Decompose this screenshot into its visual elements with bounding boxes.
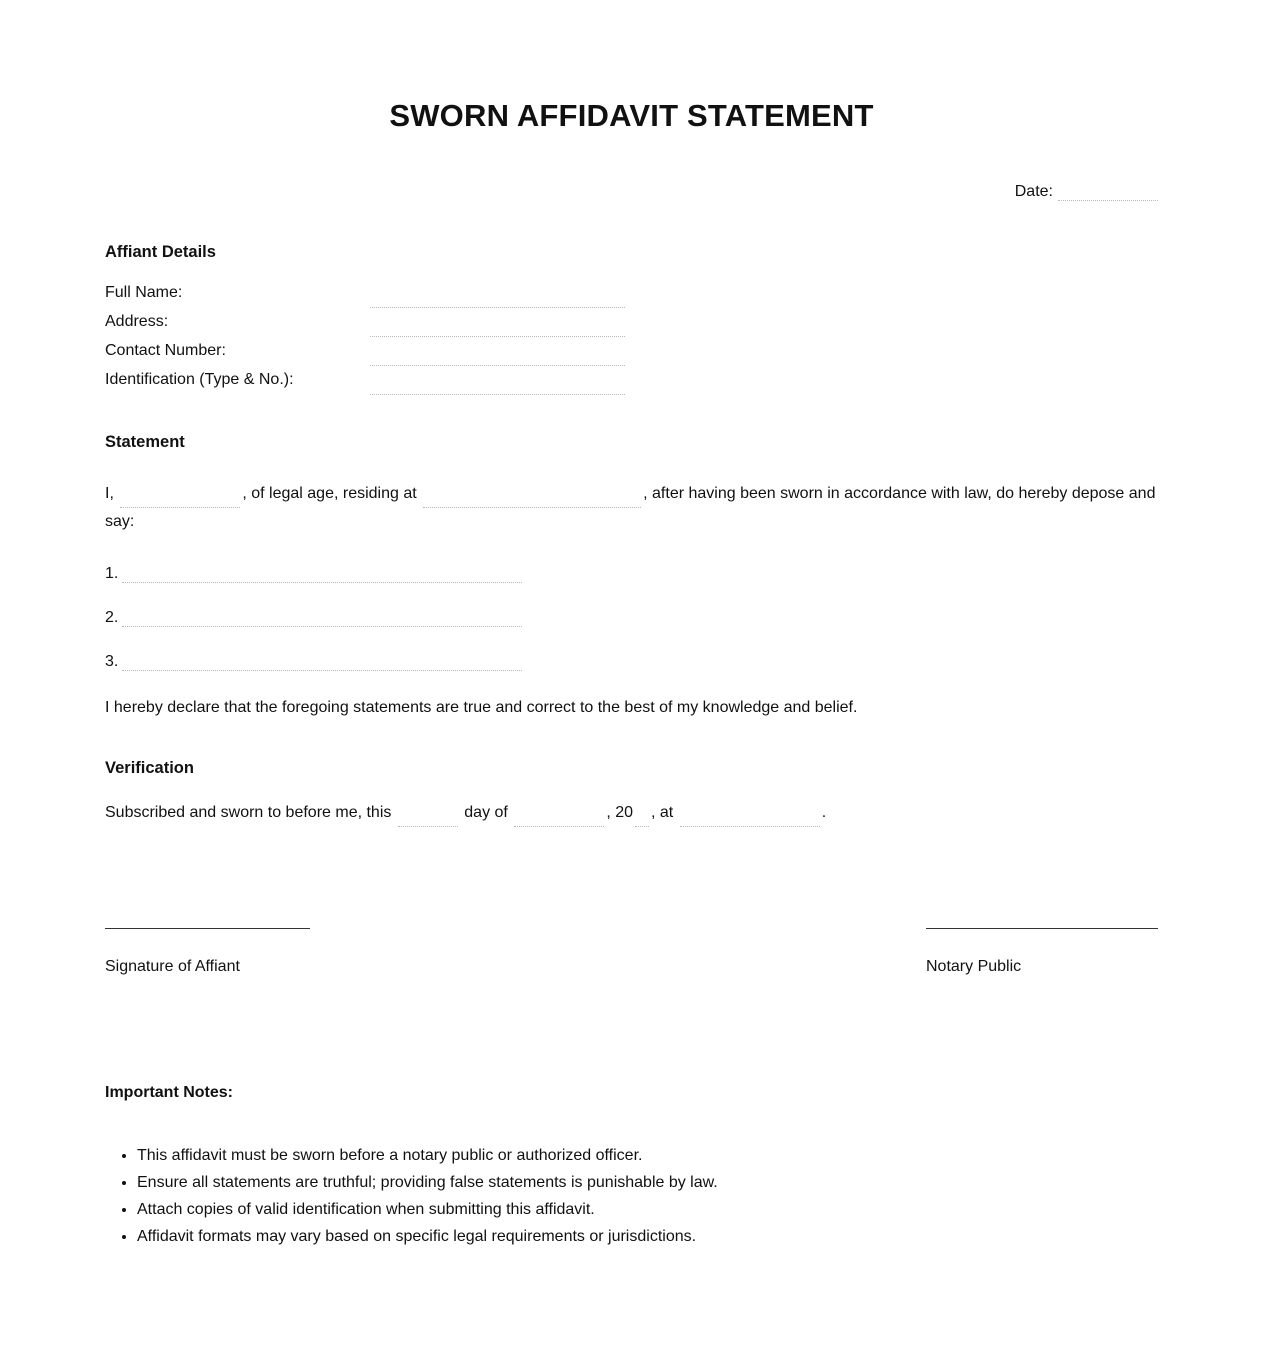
verification-month-field[interactable]: [514, 806, 604, 827]
statement-item-number: 2.: [105, 609, 119, 626]
affiant-name-field[interactable]: [120, 487, 240, 508]
affidavit-page: [105, 0, 1158, 1348]
list-item: • Affidavit formats may vary based on specific legal requirements or jurisdictions.: [137, 1223, 718, 1250]
address-label: Address:: [105, 313, 169, 330]
list-item: • Ensure all statements are truthful; providing false statements is punishable by law.: [137, 1169, 718, 1196]
statement-item: [105, 648, 522, 671]
statement-heading: Statement: [105, 433, 185, 451]
date-label: Date:: [1014, 183, 1053, 200]
date-field[interactable]: [1058, 178, 1158, 201]
identification-field[interactable]: [370, 371, 625, 395]
full-name-field[interactable]: [370, 284, 625, 308]
address-field[interactable]: [370, 313, 625, 337]
residence-field[interactable]: [423, 487, 641, 508]
declaration-text: I hereby declare that the foregoing statements are true and correct to the best of my knowledge and belief.: [105, 699, 858, 716]
affiant-details-heading: Affiant Details: [105, 243, 216, 261]
identification-row: [105, 371, 705, 400]
address-row: [105, 313, 705, 342]
statement-intro-text-3: , after having been sworn in accordance with law, do hereby depose and say:: [105, 485, 1156, 530]
statement-item-2-field[interactable]: [122, 604, 522, 627]
important-notes-list: [105, 1142, 718, 1250]
statement-item-number: 3.: [105, 653, 119, 670]
statement-intro-text-2: , of legal age, residing at: [242, 485, 417, 502]
verification-place-field[interactable]: [680, 806, 820, 827]
verification-year-field[interactable]: [635, 806, 649, 827]
statement-item-1-field[interactable]: [122, 560, 522, 583]
verification-text-4: , at: [651, 804, 674, 821]
affiant-details: [105, 284, 705, 400]
statement-item-number: 1.: [105, 565, 119, 582]
verification-heading: Verification: [105, 759, 194, 777]
statement-intro-text-1: I,: [105, 485, 114, 502]
statement-item: [105, 604, 522, 627]
statement-item-3-field[interactable]: [122, 648, 522, 671]
verification-day-field[interactable]: [398, 806, 458, 827]
verification-text-3: , 20: [606, 804, 634, 821]
statement-intro: [105, 480, 1158, 536]
statement-item: [105, 560, 522, 583]
list-item: • Attach copies of valid identification when submitting this affidavit.: [137, 1196, 718, 1223]
verification-text: [105, 799, 1158, 827]
contact-number-field[interactable]: [370, 342, 625, 366]
affiant-signature-label: Signature of Affiant: [105, 958, 240, 975]
page-title: SWORN AFFIDAVIT STATEMENT: [389, 98, 874, 133]
notary-signature-block: [926, 928, 1158, 976]
list-item: • This affidavit must be sworn before a notary public or authorized officer.: [137, 1142, 718, 1169]
affiant-signature-block: [105, 928, 310, 976]
verification-text-5: .: [821, 804, 827, 821]
full-name-row: [105, 284, 705, 313]
identification-label: Identification (Type & No.):: [105, 371, 294, 388]
full-name-label: Full Name:: [105, 284, 183, 301]
affiant-signature-line[interactable]: [105, 928, 310, 929]
important-notes-heading: Important Notes:: [105, 1084, 233, 1101]
notary-signature-line[interactable]: [926, 928, 1158, 929]
notary-signature-label: Notary Public: [926, 958, 1022, 975]
contact-number-label: Contact Number:: [105, 342, 226, 359]
contact-number-row: [105, 342, 705, 371]
verification-text-1: Subscribed and sworn to before me, this: [105, 804, 392, 821]
date-row: [1015, 178, 1158, 201]
verification-text-2: day of: [464, 804, 508, 821]
